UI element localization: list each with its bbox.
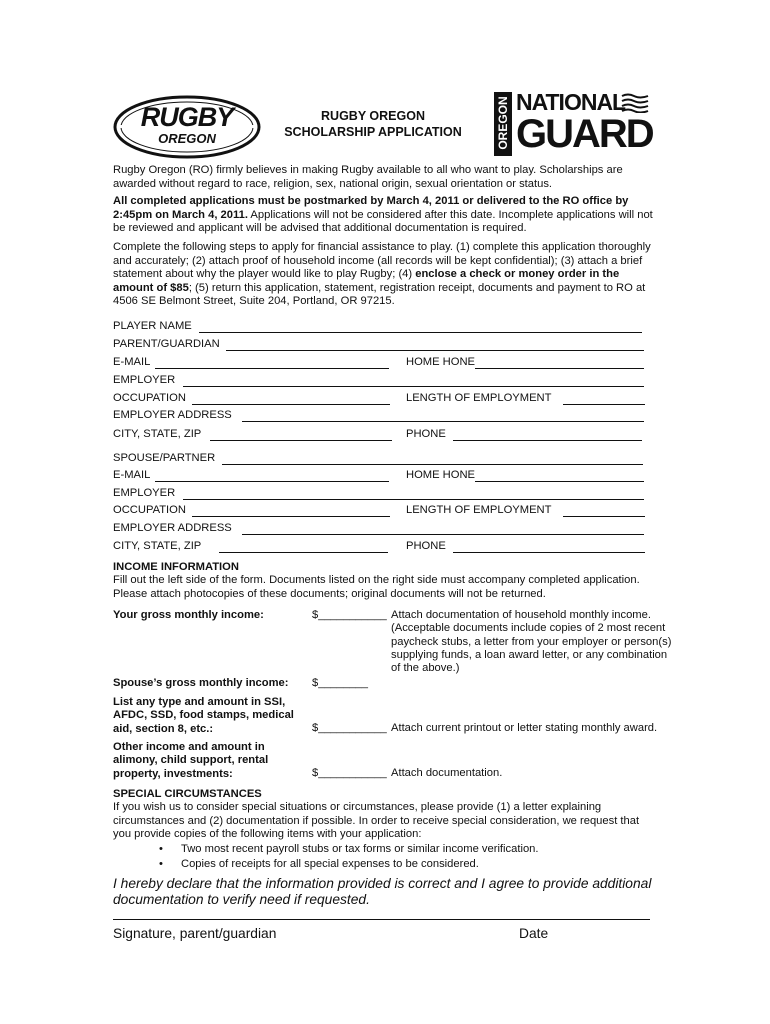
other-income-amount[interactable]: $___________ (312, 767, 387, 779)
special-bullets (113, 842, 673, 871)
gross-income-amount[interactable]: $___________ (312, 609, 387, 621)
length-employment-label: LENGTH OF EMPLOYMENT (406, 392, 552, 404)
occupation-label: OCCUPATION (113, 392, 186, 404)
spouse-employer-label: EMPLOYER (113, 487, 176, 499)
bullet-item: • Copies of receipts for all special expenses to be considered. (113, 857, 673, 872)
ssi-label: List any type and amount in SSI, AFDC, SSD, food stamps, medical aid, section 8, etc.: (113, 696, 294, 735)
intro-paragraph-1: Rugby Oregon (RO) firmly believes in making Rugby available to all who want to play. Scholarships are awarded without regard to race, religion, sex, national origin, sexual orientation or status. (113, 164, 623, 190)
spouse-income-amount[interactable]: $________ (312, 677, 368, 689)
gross-income-doc: Attach documentation of household monthly income. (Acceptable documents include copies of 2 most recent paycheck stubs, a letter from your employer or person(s) supplying funds, a loan award letter, or any combination of the above.) (391, 609, 672, 675)
date-label: Date (519, 926, 549, 941)
signature-label: Signature, parent/guardian (113, 926, 277, 941)
steps-text-end: ; (5) return this application, statement, registration receipt, documents and payment to RO at 4506 SE Belmont Street, Suite 204, Portland, OR 97215. (113, 281, 646, 308)
parent-guardian-label: PARENT/GUARDIAN (113, 338, 220, 350)
phone-line[interactable] (453, 440, 642, 441)
rugby-oregon-logo (112, 94, 262, 160)
employer-label: EMPLOYER (113, 374, 176, 386)
length-employment-line[interactable] (563, 404, 645, 405)
spouse-home-phone-line[interactable] (475, 481, 644, 482)
spouse-employer-address-line[interactable] (242, 534, 644, 535)
spouse-home-phone-label: HOME HONE (406, 469, 475, 481)
spouse-partner-line[interactable] (222, 464, 643, 465)
spouse-email-line[interactable] (155, 481, 389, 482)
spouse-employer-address-label: EMPLOYER ADDRESS (113, 522, 232, 534)
occupation-line[interactable] (192, 404, 390, 405)
fee-text: enclose a check or money order in the amount of $85 (113, 268, 620, 294)
spouse-email-label: E-MAIL (113, 469, 151, 481)
income-intro: Fill out the left side of the form. Documents listed on the right side must accompany completed application. Please attach photocopies of these documents; original documents will not be returned. (113, 574, 640, 600)
spouse-partner-label: SPOUSE/PARTNER (113, 452, 216, 464)
form-title: RUGBY OREGON (321, 109, 425, 123)
ssi-amount[interactable]: $___________ (312, 722, 387, 734)
signature-line[interactable] (113, 919, 650, 920)
ssi-doc: Attach current printout or letter stating monthly award. (391, 722, 658, 734)
deadline-rest: Applications will not be considered after this date. Incomplete applications will not be reviewed and applicant will be advised that additional documentation is required. (113, 208, 653, 235)
logo-word-rugby: RUGBY (140, 102, 234, 132)
spouse-employer-line[interactable] (183, 499, 644, 500)
spouse-length-employment-label: LENGTH OF EMPLOYMENT (406, 504, 552, 516)
spouse-income-label: Spouse’s gross monthly income: (113, 677, 289, 689)
special-text: If you wish us to consider special situations or circumstances, please provide (1) a letter explaining circumstances and (2) documentation if possible. In order to receive special consideration, we request that you provide copies of the following items with your application: (113, 801, 640, 841)
spouse-length-employment-line[interactable] (563, 516, 645, 517)
email-line[interactable] (155, 368, 389, 369)
phone-label: PHONE (406, 428, 446, 440)
employer-address-line[interactable] (242, 421, 644, 422)
declaration-text: I hereby declare that the information provided is correct and I agree to provide additional documentation to verify need if requested. (113, 876, 652, 907)
logo-word-oregon: OREGON (158, 131, 216, 146)
national-guard-logo (494, 90, 654, 156)
logo-word-guard: GUARD (516, 112, 653, 156)
city-state-zip-line[interactable] (210, 440, 392, 441)
spouse-city-state-zip-label: CITY, STATE, ZIP (113, 540, 202, 552)
employer-address-label: EMPLOYER ADDRESS (113, 409, 232, 421)
employer-line[interactable] (183, 386, 644, 387)
other-income-doc: Attach documentation. (391, 767, 503, 779)
bullet-item: • Two most recent payroll stubs or tax forms or similar income verification. (113, 842, 673, 857)
spouse-occupation-line[interactable] (192, 516, 390, 517)
home-phone-line[interactable] (475, 368, 644, 369)
gross-income-label: Your gross monthly income: (113, 609, 264, 621)
player-name-label: PLAYER NAME (113, 320, 192, 332)
income-heading: INCOME INFORMATION (113, 561, 239, 573)
form-subtitle: SCHOLARSHIP APPLICATION (284, 125, 462, 139)
spouse-phone-label: PHONE (406, 540, 446, 552)
spouse-city-state-zip-line[interactable] (219, 552, 388, 553)
intro-paragraph-3 (113, 241, 653, 309)
city-state-zip-label: CITY, STATE, ZIP (113, 428, 202, 440)
logo-word-oregon-vertical: OREGON (496, 96, 510, 150)
spouse-phone-line[interactable] (453, 552, 645, 553)
steps-text: Complete the following steps to apply for financial assistance to play. (1) complete this application thoroughly and accurately; (2) attach proof of household income (all records will be kept confidential); (3) attach a brief statement about why the player would like to play Rugby; (4) (113, 241, 651, 281)
logo-word-national: NATIONAL (516, 89, 626, 115)
other-income-label: Other income and amount in alimony, child support, rental property, investments: (113, 741, 269, 780)
player-name-line[interactable] (199, 332, 642, 333)
spouse-occupation-label: OCCUPATION (113, 504, 186, 516)
special-heading: SPECIAL CIRCUMSTANCES (113, 788, 262, 800)
email-label: E-MAIL (113, 356, 151, 368)
intro-paragraph-2 (113, 195, 653, 236)
home-phone-label: HOME HONE (406, 356, 475, 368)
deadline-text: All completed applications must be postmarked by March 4, 2011 or delivered to the RO office by 2:45pm on March 4, 2011. (113, 195, 629, 221)
parent-guardian-line[interactable] (226, 350, 644, 351)
